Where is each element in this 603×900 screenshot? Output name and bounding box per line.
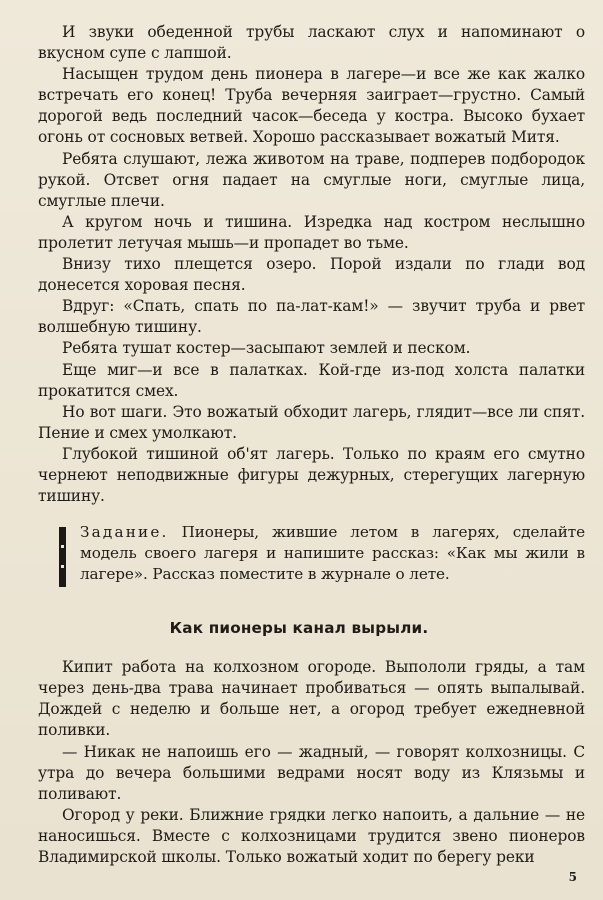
paragraph: — Никак не напоишь его — жадный, — говорят колхозницы. С утра до вечера большими ведрами носят воду из Клязьмы и поливают. — [38, 742, 585, 803]
paragraph: Внизу тихо плещется озеро. Порой издали по глади вод донесется хоровая песня. — [38, 255, 585, 295]
task-label: Задание. — [80, 523, 169, 542]
paragraph: Кипит работа на колхозном огороде. Выпололи гряды, а там через день-два трава начинает пробиваться — опять выпалывай. Дождей с неделю и больше нет, а огород требует ежедневной поливки. — [38, 658, 585, 740]
paragraph: А кругом ночь и тишина. Изредка над костром неслышно пролетит летучая мышь—и пропадет во тьме. — [38, 212, 585, 252]
paragraph: Глубокой тишиной об'ят лагерь. Только по краям его смутно чернеют неподвижные фигуры дежурных, стерегущих лагерную тишину. — [38, 444, 585, 506]
paragraph: Ребята слушают, лежа животом на траве, подперев подбородок рукой. Отсвет огня падает на смуглые ноги, смуглые лица, смуглые плечи. — [38, 149, 585, 210]
paragraph: Огород у реки. Ближние грядки легко напоить, а дальние — не наносишься. Вместе с колхозницами трудится звено пионеров Владимирской школы. Только вожатый ходит по берегу реки — [38, 805, 585, 866]
paragraph: Но вот шаги. Это вожатый обходит лагерь, глядит—все ли спят. Пение и смех умолкают. — [38, 402, 585, 442]
canal-story-section — [38, 657, 585, 868]
paragraph: Еще миг—и все в палатках. Кой-где из-под холста палатки прокатится смех. — [38, 360, 585, 400]
task-box — [38, 522, 585, 585]
paragraph: И звуки обеденной трубы ласкают слух и напоминают о вкусном супе с лапшой. — [38, 23, 585, 63]
section-heading: Как пионеры канал вырыли. — [169, 619, 429, 638]
story-end-section — [38, 22, 585, 507]
page-number: 5 — [568, 870, 577, 884]
task-marker-icon — [59, 527, 66, 587]
task-text: Пионеры, жившие летом в лагерях, сделайте модель своего лагеря и напишите рассказ: «Как мы жили в лагере». Рассказ поместите в журнале о лете. — [80, 523, 585, 584]
paragraph: Ребята тушат костер—засыпают землей и песком. — [62, 339, 471, 358]
paragraph: Насыщен трудом день пионера в лагере—и все же как жалко встречать его конец! Труба вечерняя заиграет—грустно. Самый дорогой ведь последний часок—беседа у костра. Высоко бухает огонь от сосновых ветвей. Хорошо рассказывает вожатый Митя. — [38, 65, 585, 147]
paragraph: Вдруг: «Спать, спать по па-лат-кам!» — звучит труба и рвет волшебную тишину. — [38, 297, 585, 337]
task-paragraph — [80, 522, 585, 585]
